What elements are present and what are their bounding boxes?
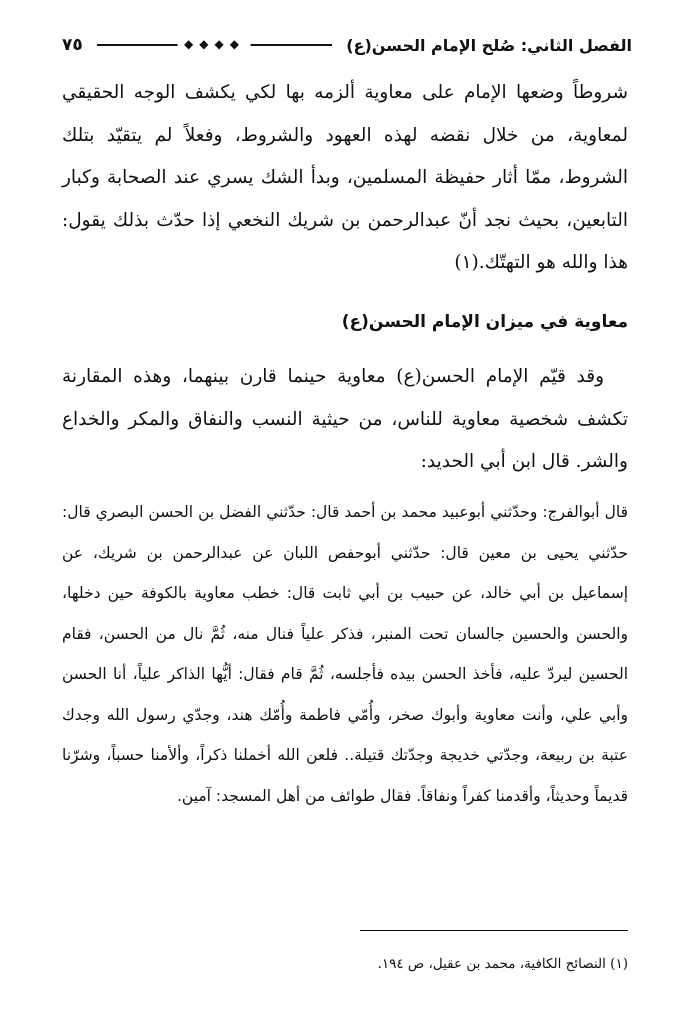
footnote-divider <box>360 930 628 931</box>
quoted-narration <box>62 492 628 816</box>
page-number: ٧٥ <box>62 35 83 55</box>
section-heading: معاوية في ميزان الإمام الحسن(ع) <box>341 312 628 332</box>
paragraph-text: وقد قيّم الإمام الحسن(ع) معاوية حينما قارن بينهما، وهذه المقارنة تكشف شخصية معاوية للناس، من حيثية النسب والنفاق والمكر والخداع والشر. قال ابن أبي الحديد: <box>62 366 628 472</box>
header-rule <box>97 37 332 51</box>
paragraph-text: شروطاً وضعها الإمام على معاوية ألزمه بها لكي يكشف الوجه الحقيقي لمعاوية، من خلال نقضه لهذه العهود والشروط، وفعلاً لم يتقيّد بتلك الشروط، ممّا أثار حفيظة المسلمين، وبدأ الشك يسري عند الصحابة وكبار التابعين، بحيث نجد أنّ عبدالرحمن بن شريك النخعي إذا حدّث بذلك يقول: هذا والله هو التهتّك.(١) <box>62 82 628 273</box>
chapter-title: الفصل الثاني: صُلح الإمام الحسن(ع) <box>346 35 632 55</box>
body-paragraph-1 <box>62 72 628 285</box>
running-header <box>62 30 632 60</box>
quote-text: قال أبوالفرج: وحدّثني أبوعبيد محمد بن أحمد قال: حدّثني الفضل بن الحسن البصري قال: حدّثني يحيى بن معين قال: حدّثني أبوحفص اللبان عن عبدالرحمن بن شريك، عن إسماعيل بن أبي خالد، عن حبيب بن أبي ثابت قال: خطب معاوية بالكوفة حين دخلها، والحسن والحسين جالسان تحت المنبر، فذكر علياً فنال منه، ثُمَّ نال من الحسن، فقام الحسين ليردّ عليه، فأخذ الحسن بيده فأجلسه، ثُمَّ قام فقال: أيُّها الذاكر علياً، أنا الحسن وأبي علي، وأنت معاوية وأبوك صخر، وأُمّي فاطمة وأُمّك هند، وجدّي رسول الله وجدك عتبة بن ربيعة، وجدّتي خديجة وجدّتك قتيلة.. فلعن الله أخملنا ذكراً، وألأمنا حسباً، وشرّنا قديماً وحديثاً، وأقدمنا كفراً ونفاقاً. فقال طوائف من أهل المسجد: آمين. <box>62 503 628 805</box>
body-paragraph-2 <box>62 356 628 484</box>
footnote: (١) النصائح الكافية، محمد بن عقيل، ص ١٩٤. <box>377 956 628 972</box>
ornament-diamonds-icon: ◆◆◆◆ <box>178 37 251 51</box>
